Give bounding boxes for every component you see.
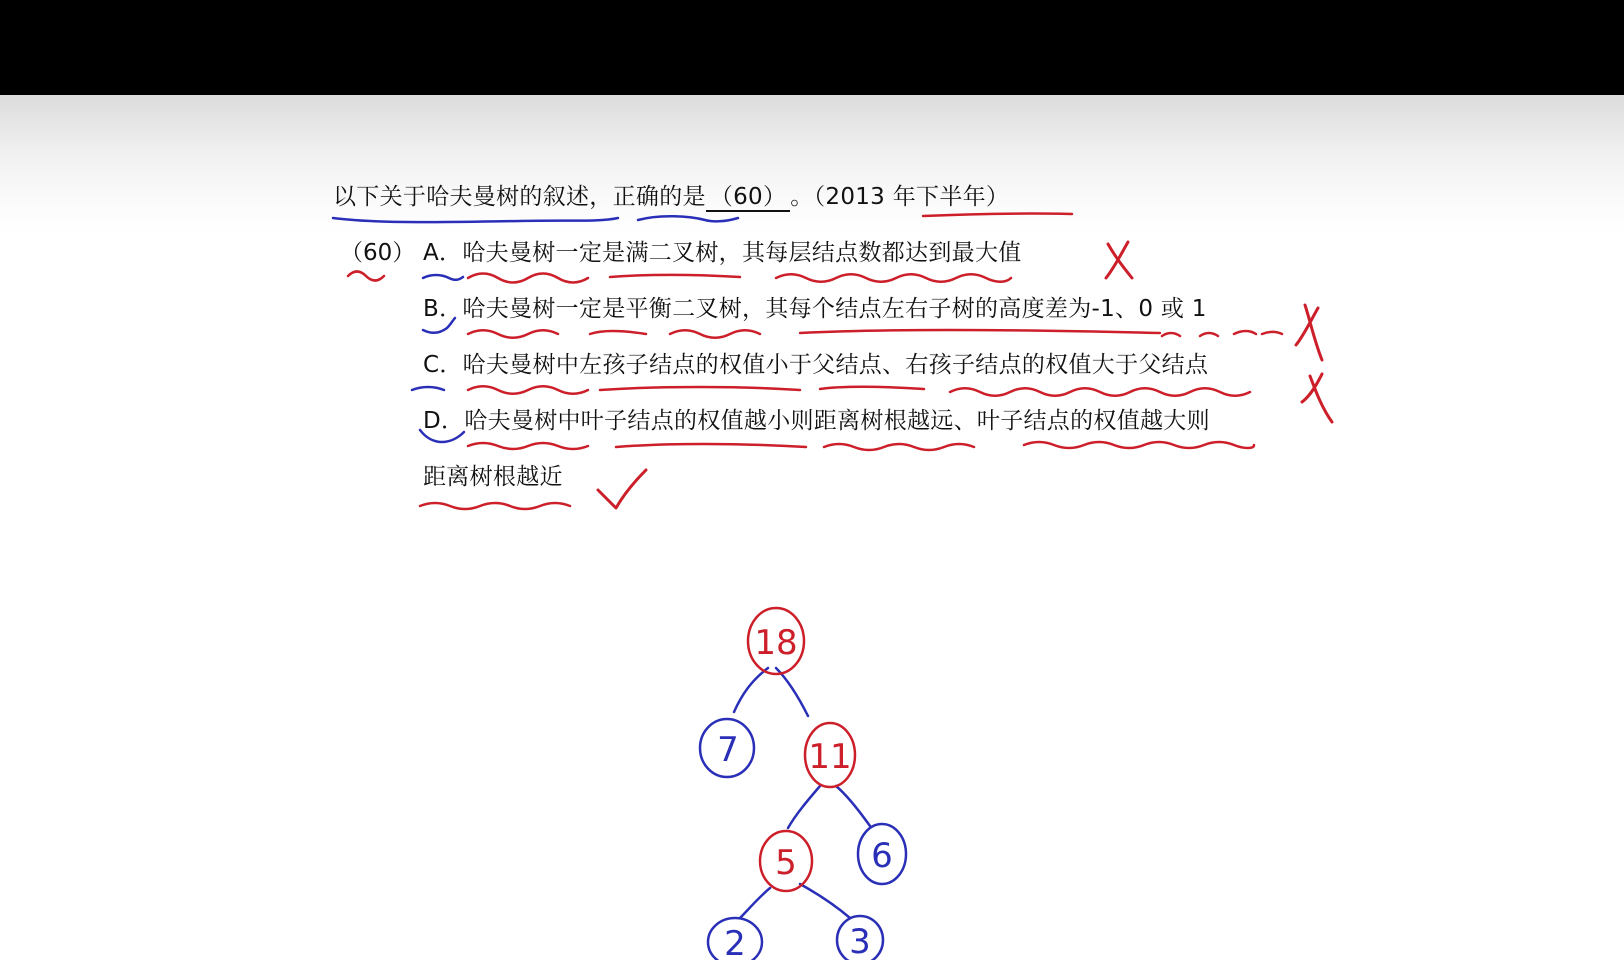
tree-node-rl-right-label: 3 [849, 922, 871, 960]
stem-prefix: 以下关于哈夫曼树的叙述，正确的是 [333, 184, 706, 210]
option-d [423, 406, 1210, 436]
option-c [423, 350, 1208, 380]
answer-blank: （60） [706, 184, 790, 212]
slide-background [0, 95, 1624, 960]
tree-node-right-label: 11 [808, 737, 852, 777]
option-question-number: （60） [340, 240, 416, 266]
top-black-bar [0, 0, 1624, 95]
option-b-letter: B． [423, 296, 463, 322]
option-a-letter: A． [423, 240, 463, 266]
option-c-text: 哈夫曼树中左孩子结点的权值小于父结点、右孩子结点的权值大于父结点 [462, 352, 1209, 378]
option-d-text: 哈夫曼树中叶子结点的权值越小则距离树根越远、叶子结点的权值越大则 [464, 408, 1210, 434]
option-a [423, 238, 1022, 268]
option-c-letter: C． [423, 352, 463, 378]
option-a-text: 哈夫曼树一定是满二叉树，其每层结点数都达到最大值 [462, 240, 1022, 266]
option-b [423, 294, 1207, 324]
tree-node-right-right-label: 6 [871, 836, 893, 876]
tree-node-root-label: 18 [754, 623, 798, 663]
question-stem [333, 182, 1009, 212]
tree-node-rl-left-label: 2 [724, 924, 746, 960]
option-b-text: 哈夫曼树一定是平衡二叉树，其每个结点左右子树的高度差为-1、0 或 1 [462, 296, 1207, 322]
tree-node-left-label: 7 [717, 730, 739, 770]
stem-suffix: 。（2013 年下半年） [790, 184, 1010, 210]
option-d-continued: 距离树根越近 [423, 464, 563, 490]
tree-node-right-left-label: 5 [775, 843, 797, 883]
option-d-letter: D． [423, 408, 465, 434]
